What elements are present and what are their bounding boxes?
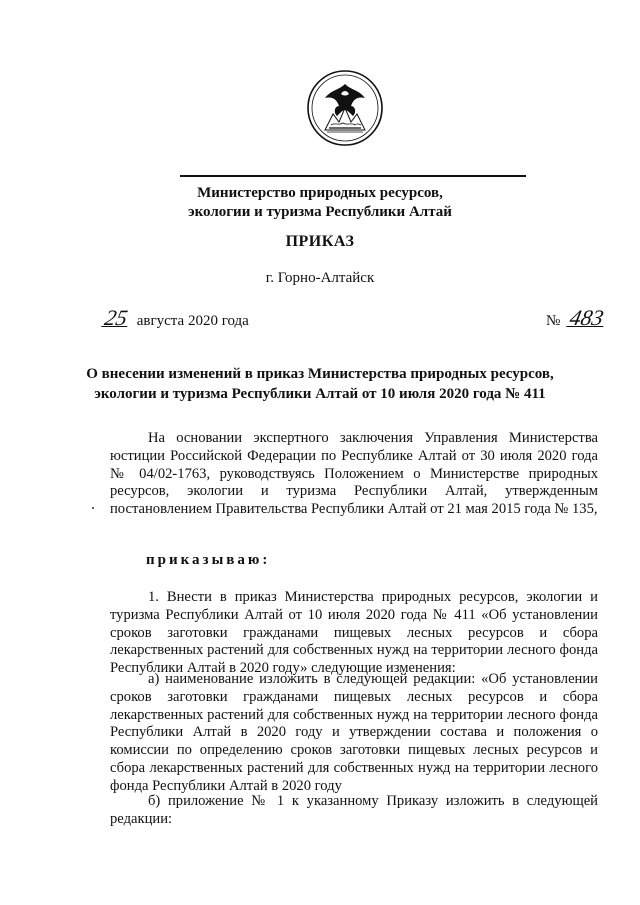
ministry-name-line1: Министерство природных ресурсов,: [197, 185, 443, 201]
decree-word: приказываю:: [146, 552, 271, 568]
coat-of-arms-icon: [305, 68, 385, 148]
ministry-name-line2: экологии и туризма Республики Алтай: [188, 204, 452, 220]
order-number: [546, 305, 606, 330]
order-subject: [0, 364, 640, 404]
basis-paragraph: На основании экспертного заключения Управления Министерства юстиции Российской Федерации по Республике Алтай от 30 июля 2020 года № 04/02-1763, руководствуясь Положением о Министерстве природных ресурсов, экологии и туризма Республики Алтай, утвержденным постановлением Правительства Республики Алтай от 21 мая 2015 года № 135,: [110, 430, 598, 518]
order-subject-line1: О внесении изменений в приказ Министерства природных ресурсов,: [86, 366, 554, 382]
order-date: [102, 305, 249, 330]
item-1a-paragraph: а) наименование изложить в следующей редакции: «Об установлении сроков заготовки гражданами пищевых лесных ресурсов и сбора лекарственных растений для собственных нужд на территории лесного фонда Республики Алтай в 2020 году и утверждении состава и положения о комиссии по определению сроков заготовки пищевых лесных ресурсов и сбора лекарственных растений для собственных нужд на территории лесного фонда Республики Алтай в 2020 году: [110, 671, 598, 794]
order-subject-line2: экологии и туризма Республики Алтай от 10 июля 2020 года № 411: [94, 386, 546, 402]
ministry-name: [0, 184, 640, 222]
document-type: ПРИКАЗ: [285, 233, 355, 250]
margin-mark: [92, 507, 94, 509]
order-number-handwritten: 483: [567, 305, 606, 330]
date-day-handwritten: 25: [102, 305, 130, 330]
item-1-paragraph: 1. Внести в приказ Министерства природных ресурсов, экологии и туризма Республики Алтай от 10 июля 2020 года № 411 «Об установлении сроков заготовки гражданами пищевых лесных ресурсов и сбора лекарственных растений для собственных нужд на территории лесного фонда Республики Алтай в 2020 году» следующие изменения:: [110, 589, 598, 677]
order-number-prefix: №: [546, 313, 561, 329]
date-rest: августа 2020 года: [136, 313, 249, 329]
header-rule: [180, 175, 526, 177]
item-1b-paragraph: б) приложение № 1 к указанному Приказу изложить в следующей редакции:: [110, 793, 598, 827]
city: г. Горно-Алтайск: [265, 270, 375, 286]
